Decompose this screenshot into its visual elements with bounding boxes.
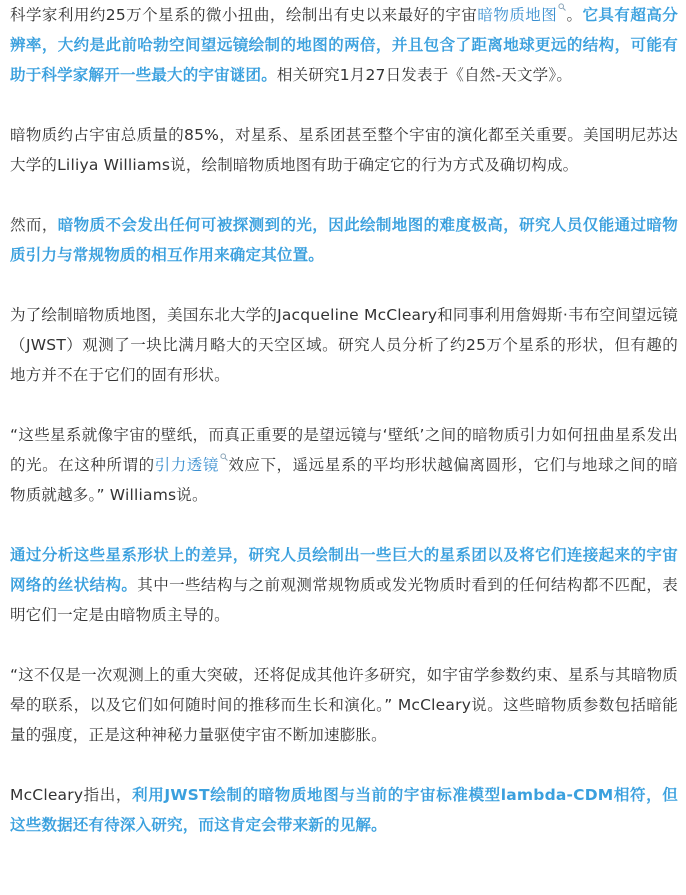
link-text[interactable]: 暗物质地图 [477,6,558,24]
paragraph-4 [10,300,678,390]
link-text[interactable]: 引力透镜 [154,456,219,474]
highlight-text: 暗物质不会发出任何可被探测到的光，因此绘制地图的难度极高，研究人员仅能通过暗物质引力与常规物质的相互作用来确定其位置。 [10,216,678,264]
search-icon[interactable] [558,3,566,11]
text-span: McCleary指出， [10,786,133,804]
highlight-text: 它具有超高分辨率，大约是此前哈勃空间望远镜绘制的地图的两倍，并且包含了距离地球更远的结构，可能有助于科学家解开一些最大的宇宙谜团。 [10,6,678,84]
text-span: “这些星系就像宇宙的壁纸，而真正重要的是望远镜与‘壁纸’之间的暗物质引力如何扭曲星系发出的光。在这种所谓的 [10,426,678,474]
link-gravitational-lensing[interactable] [155,456,228,474]
text-span: 。 [566,6,583,24]
text-span: 科学家利用约25万个星系的微小扭曲，绘制出有史以来最好的宇宙 [10,6,478,24]
text-span: 其中一些结构与之前观测常规物质或发光物质时看到的任何结构都不匹配，表明它们一定是由暗物质主导的。 [10,576,678,624]
text-span: 相关研究1月27日发表于《自然-天文学》。 [276,66,573,84]
text-span: “这不仅是一次观测上的重大突破，还将促成其他许多研究，如宇宙学参数约束、星系与其暗物质晕的联系，以及它们如何随时间的推移而生长和演化。” McCleary说。这些暗物质参数包括暗能量的强度，正是这种神秘力量驱使宇宙不断加速膨胀。 [10,666,678,744]
highlight-text: 通过分析这些星系形状上的差异，研究人员绘制出一些巨大的星系团以及将它们连接起来的宇宙网络的丝状结构。 [10,546,678,594]
paragraph-1 [10,0,678,90]
link-dark-matter-map[interactable] [477,6,566,24]
text-span: 为了绘制暗物质地图，美国东北大学的Jacqueline McCleary和同事利用詹姆斯·韦布空间望远镜（JWST）观测了一块比满月略大的天空区域。研究人员分析了约25万个星系的形状，但有趣的地方并不在于它们的固有形状。 [10,306,678,384]
paragraph-3 [10,210,678,270]
paragraph-5 [10,420,678,510]
text-span: 然而， [10,216,58,234]
paragraph-6 [10,540,678,630]
search-icon[interactable] [220,453,228,461]
text-span: 效应下，遥远星系的平均形状越偏离圆形，它们与地球之间的暗物质就越多。” Williams说。 [10,456,678,504]
highlight-text: 利用JWST绘制的暗物质地图与当前的宇宙标准模型lambda-CDM相符，但这些数据还有待深入研究，而这肯定会带来新的见解。 [10,786,678,834]
paragraph-8 [10,780,678,840]
text-span: 暗物质约占宇宙总质量的85%，对星系、星系团甚至整个宇宙的演化都至关重要。美国明尼苏达大学的Liliya Williams说，绘制暗物质地图有助于确定它的行为方式及确切构成。 [10,126,678,174]
paragraph-7 [10,660,678,750]
paragraph-2 [10,120,678,180]
